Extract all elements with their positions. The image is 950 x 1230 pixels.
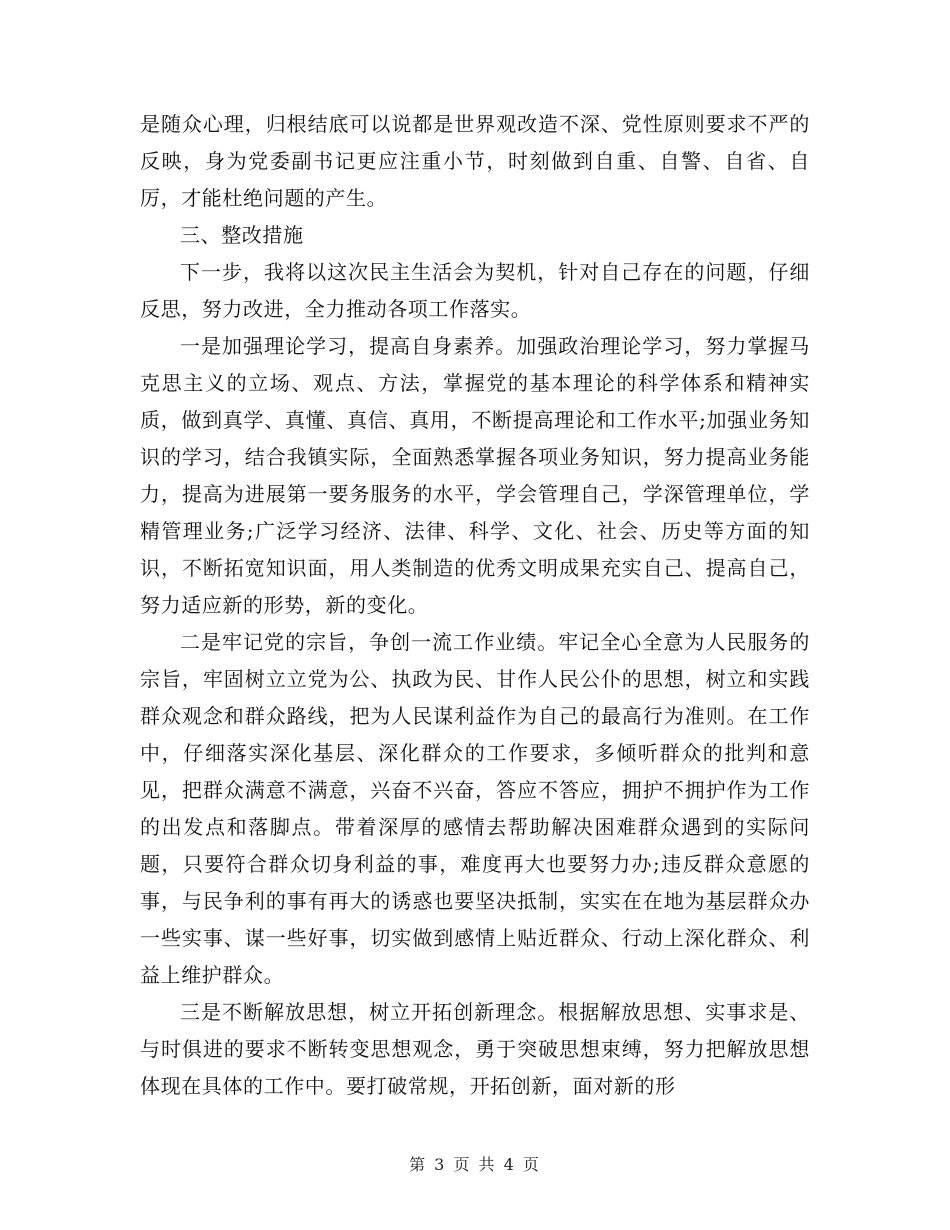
paragraph-measure-2: 二是牢记党的宗旨，争创一流工作业绩。牢记全心全意为人民服务的宗旨，牢固树立立党为公、执政为民、甘作人民公仆的思想，树立和实践群众观念和群众路线，把为人民谋利益作为自己的最高行为准则。在工作中，仔细落实深化基层、深化群众的工作要求，多倾听群众的批判和意见，把群众满意不满意，兴奋不兴奋，答应不答应，拥护不拥护作为工作的出发点和落脚点。带着深厚的感情去帮助解决困难群众遇到的实际问题，只要符合群众切身利益的事，难度再大也要努力办;违反群众意愿的事，与民争利的事有再大的诱惑也要坚决抵制，实实在在地为基层群众办一些实事、谋一些好事，切实做到感情上贴近群众、行动上深化群众、利益上维护群众。 [140, 630, 810, 987]
paragraph-continuation: 是随众心理，归根结底可以说都是世界观改造不深、党性原则要求不严的反映，身为党委副书记更应注重小节，时刻做到自重、自警、自省、自厉，才能杜绝问题的产生。 [140, 112, 810, 210]
paragraph-measure-3: 三是不断解放思想，树立开拓创新理念。根据解放思想、实事求是、与时俱进的要求不断转变思想观念，勇于突破思想束缚，努力把解放思想体现在具体的工作中。要打破常规，开拓创新，面对新的形 [140, 1000, 810, 1098]
paragraph-measure-1: 一是加强理论学习，提高自身素养。加强政治理论学习，努力掌握马克思主义的立场、观点、方法，掌握党的基本理论的科学体系和精神实质，做到真学、真懂、真信、真用，不断提高理论和工作水平;加强业务知识的学习，结合我镇实际，全面熟悉掌握各项业务知识，努力提高业务能力，提高为进展第一要务服务的水平，学会管理自己，学深管理单位，学精管理业务;广泛学习经济、法律、科学、文化、社会、历史等方面的知识，不断拓宽知识面，用人类制造的优秀文明成果充实自己、提高自己，努力适应新的形势，新的变化。 [140, 334, 810, 617]
paragraph-intro: 下一步，我将以这次民主生活会为契机，针对自己存在的问题，仔细反思，努力改进，全力推动各项工作落实。 [140, 260, 810, 321]
page-number-footer: 第 3 页 共 4 页 [409, 1155, 541, 1174]
document-body [140, 106, 810, 1105]
section-heading: 三、整改措施 [180, 223, 304, 247]
